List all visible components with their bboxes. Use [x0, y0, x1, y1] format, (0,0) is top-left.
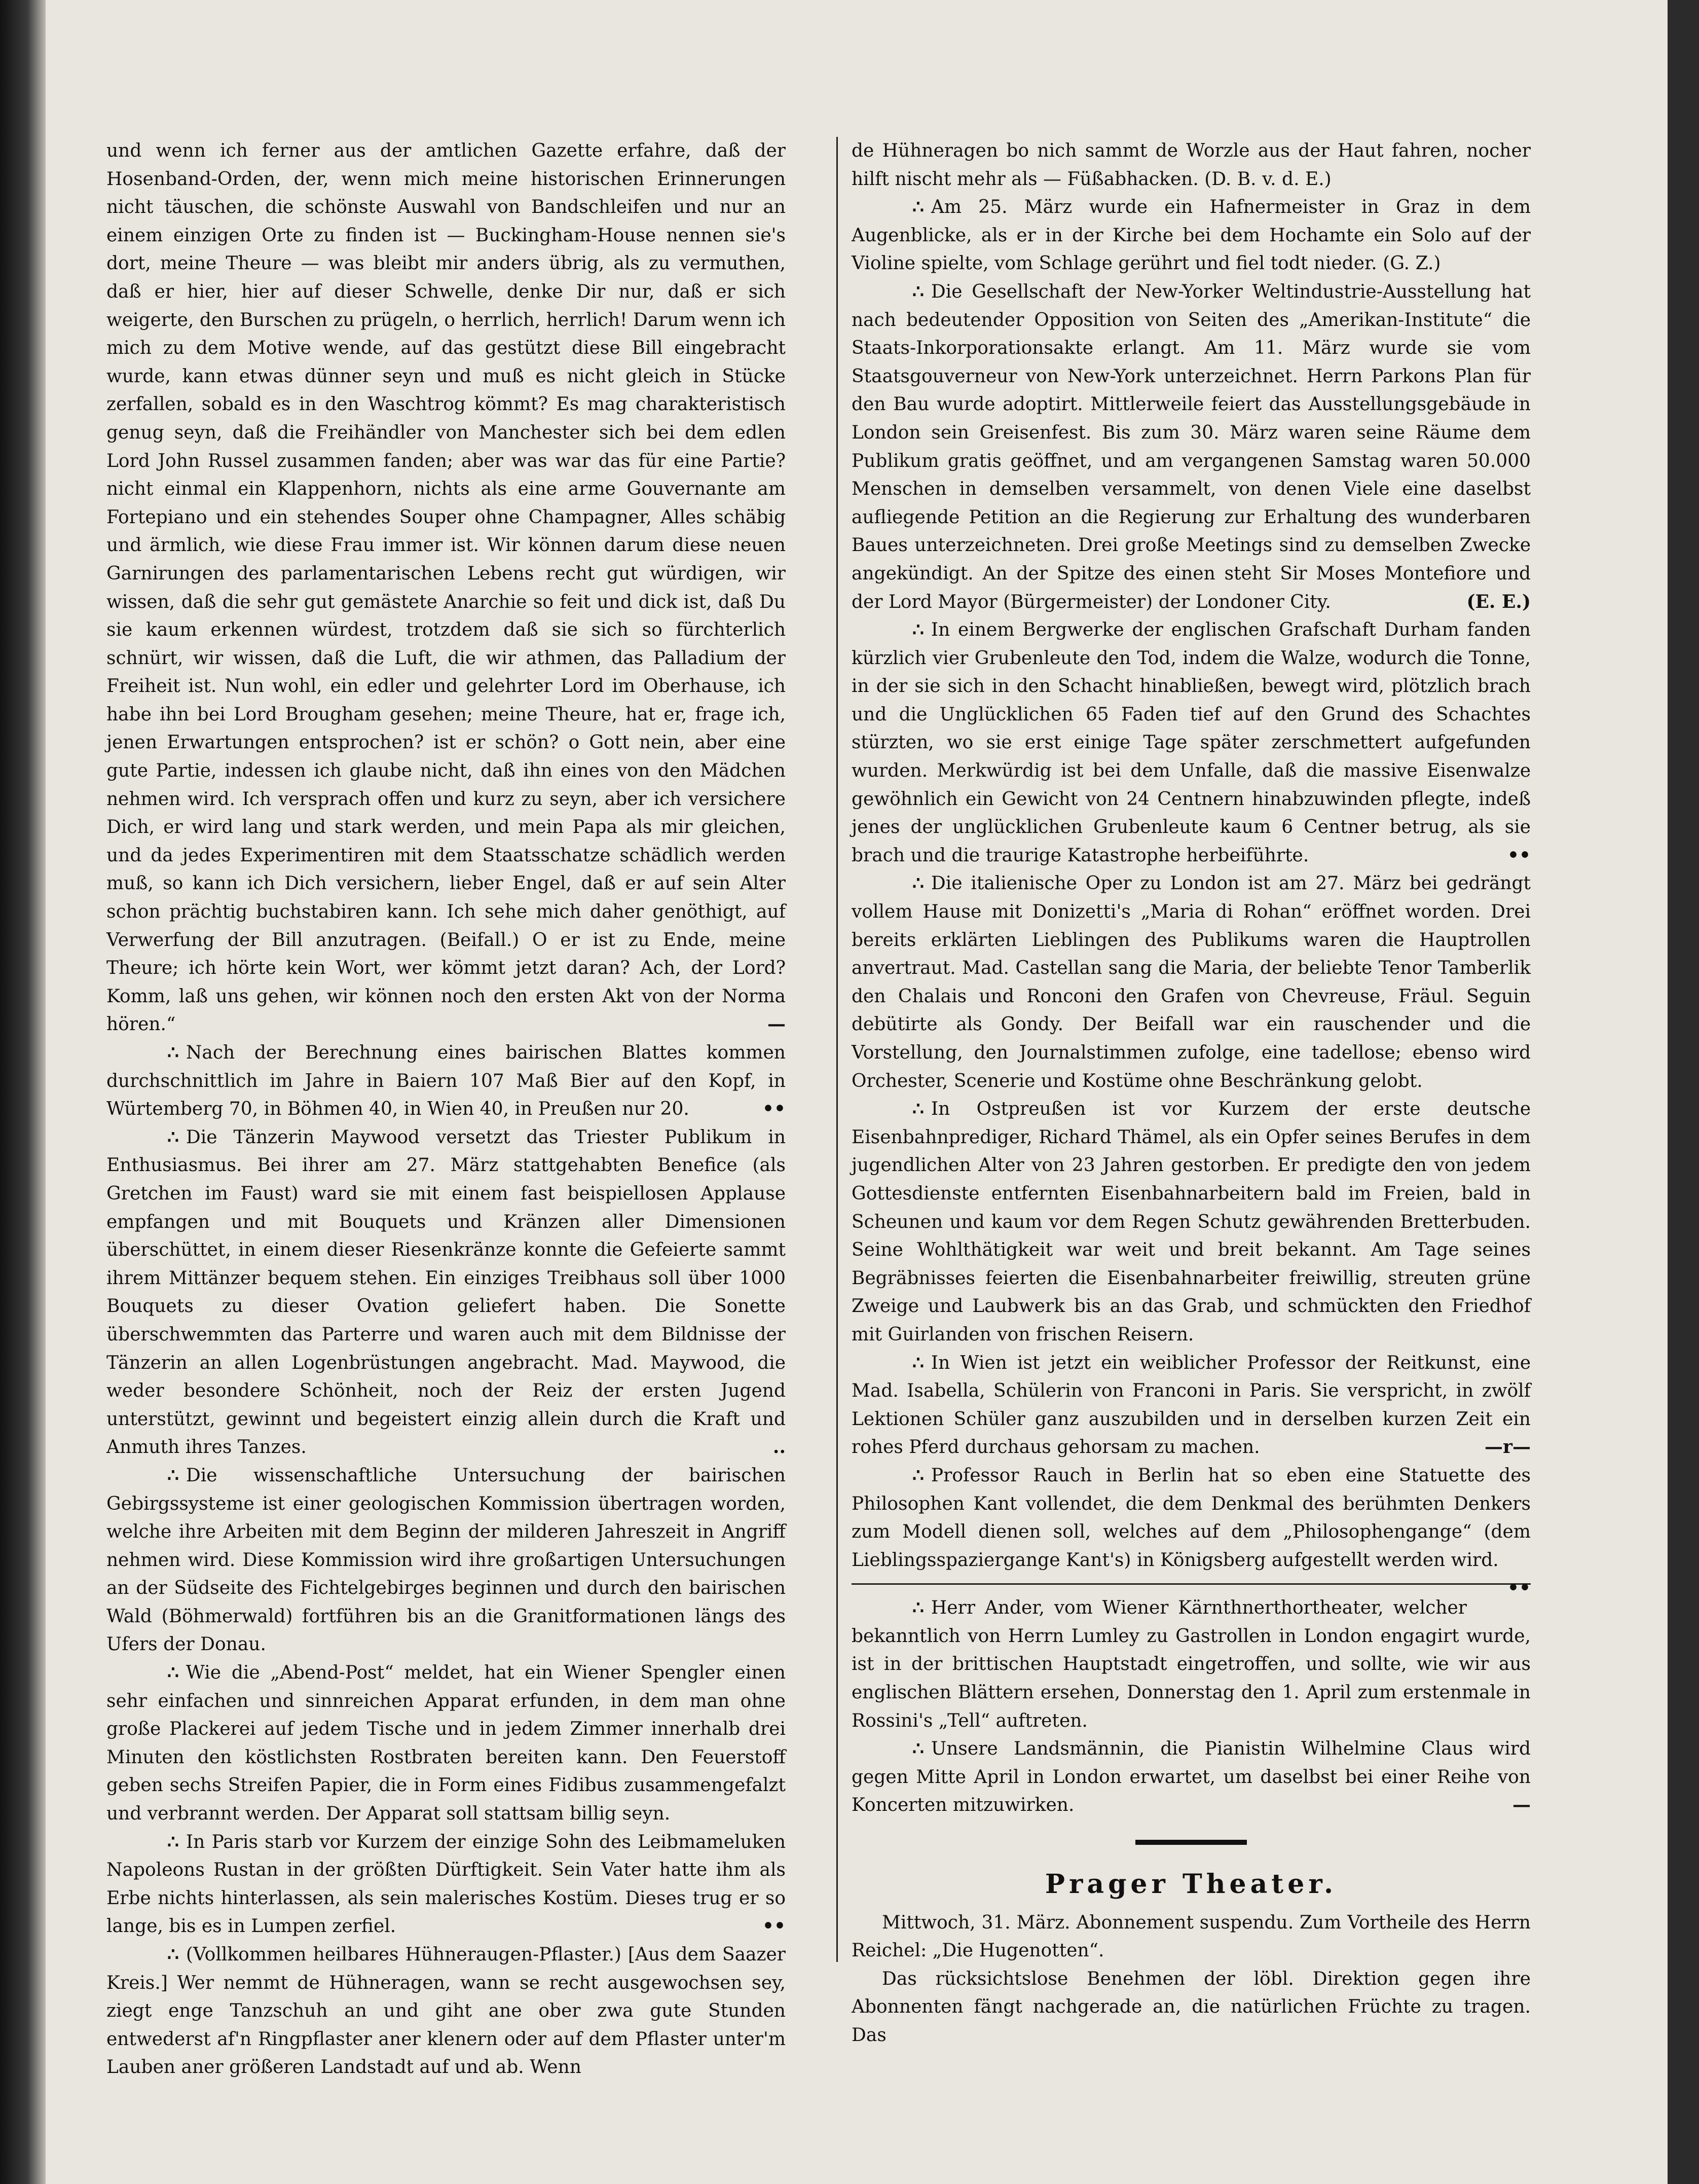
- article: ∴ In Paris starb vor Kurzem der einzige Sohn des Leibmameluken Napoleons Rustan in der größten Dürftigkeit. Sein Vater hatte ihm als Erbe nichts hinterlassen, als sein malerisches Kostüm. Dieses trug er so lange, bis es in Lumpen zerfiel. ••: [106, 1831, 786, 1937]
- right-column: [852, 137, 1531, 2050]
- article: ∴ Die Gesellschaft der New-Yorker Weltindustrie-Ausstellung hat nach bedeutender Opposition von Seiten des „Amerikan-Institute“ die Staats-Inkorporationsakte erlangt. Am 11. März wurde sie vom Staatsgouverneur von New-York unterzeichnet. Herrn Parkons Plan für den Bau wurde adoptirt. Mittlerweile feiert das Ausstellungsgebäude in London sein Greisenfest. Bis zum 30. März waren seine Räume dem Publikum gratis geöffnet, und am vergangenen Samstag waren 50.000 Menschen in demselben versammelt, von denen Viele eine daselbst aufliegende Petition an die Regierung zur Erhaltung des wunderbaren Baues unterzeichneten. Drei große Meetings sind zu demselben Zwecke angekündigt. An der Spitze des einen steht Sir Moses Montefiore und der Lord Mayor (Bürgermeister) der Londoner City. (E. E.): [852, 280, 1531, 612]
- column-divider: [836, 137, 838, 1962]
- book-gutter: [0, 0, 46, 2184]
- article: de Hühneragen bo nich sammt de Worzle aus der Haut fahren, nocher hilft nischt mehr als — Füßabhacken. (D. B. v. d. E.): [852, 140, 1531, 190]
- article: ∴ In Ostpreußen ist vor Kurzem der erste deutsche Eisenbahnprediger, Richard Thämel, als ein Opfer seines Berufes in dem jugendlichen Alter von 23 Jahren gestorben. Er predigte den von jedem Gottesdienste entfernten Eisenbahnarbeitern bald im Freien, bald in Scheunen und kaum vor dem Regen Schutz gewährenden Bretterbuden. Seine Wohlthätigkeit war weit und breit bekannt. Am Tage seines Begräbnisses feierten die Eisenbahnarbeiter freiwillig, streuten grüne Zweige und Laubwerk bis an das Grab, und schmückten den Friedhof mit Guirlanden von frischen Reisern.: [852, 1098, 1531, 1345]
- article: ∴ Nach der Berechnung eines bairischen Blattes kommen durchschnittlich im Jahre in Baiern 107 Maß Bier auf den Kopf, in Würtemberg 70, in Böhmen 40, in Wien 40, in Preußen nur 20. ••: [106, 1042, 786, 1120]
- article: ∴ Unsere Landsmännin, die Pianistin Wilhelmine Claus wird gegen Mitte April in London erwartet, um daselbst bei einer Reihe von Koncerten mitzuwirken. —: [852, 1738, 1531, 1816]
- article: ∴ Die italienische Oper zu London ist am 27. März bei gedrängt vollem Hause mit Donizetti's „Maria di Rohan“ eröffnet worden. Drei bereits erklärten Lieblingen des Publikums waren die Hauptrollen anvertraut. Mad. Castellan sang die Maria, der beliebte Tenor Tamberlik den Chalais und Ronconi den Grafen von Chevreuse, Fräul. Seguin debütirte als Gondy. Der Beifall war ein rauschender und die Vorstellung, den Journalstimmen zufolge, eine tadellose; ebenso wird Orchester, Scenerie und Kostüme ohne Beschränkung gelobt.: [852, 872, 1531, 1091]
- article: und wenn ich ferner aus der amtlichen Gazette erfahre, daß der Hosenband-Orden, der, wenn mich meine historischen Erinnerungen nicht täuschen, die schönste Auswahl von Bandschleifen und nur an einem einzigen Orte zu finden ist — Buckingham-House nennen sie's dort, meine Theure — was bleibt mir anders übrig, als zu vermuthen, daß er hier, hier auf dieser Schwelle, denke Dir nur, daß er sich weigerte, den Burschen zu prügeln, o herrlich, herrlich! Darum wenn ich mich zu dem Motive wende, auf das gestützt diese Bill eingebracht wurde, kann etwas dünner seyn und muß es nicht gleich in Stücke zerfallen, sobald es in den Waschtrog kömmt? Es mag charakteristisch genug seyn, daß die Freihändler von Manchester sich bei dem edlen Lord John Russel zusammen fanden; aber was war das für eine Partie? nicht einmal ein Klappenhorn, nichts als eine arme Gouvernante am Fortepiano und ein stehendes Souper ohne Champagner, Alles schäbig und ärmlich, wie diese Frau immer ist. Wir können darum diese neuen Garnirungen des parlamentarischen Lebens recht gut würdigen, wir wissen, daß die sehr gut gemästete Anarchie so feit und dick ist, daß Du sie kaum erkennen würdest, trotzdem daß sie sich so fürchterlich schnürt, wir wissen, daß die Luft, die wir athmen, das Palladium der Freiheit ist. Nun wohl, ein edler und gelehrter Lord im Oberhause, ich habe ihn bei Lord Brougham gesehen; meine Theure, hat er, frage ich, jenen Erwartungen entsprochen? ist er schön? o Gott nein, aber eine gute Partie, indessen ich glaube nicht, daß ihn eines von den Mädchen nehmen wird. Ich versprach offen und kurz zu seyn, aber ich versichere Dich, er wird lang und stark werden, und mein Papa als mir gleichen, und da jedes Experimentiren mit dem Staatsschatze schädlich werden muß, so kann ich Dich versichern, lieber Engel, daß er auf sein Alter schon prächtig buchstabiren kann. Ich sehe mich daher genöthigt, auf Verwerfung der Bill anzutragen. (Beifall.) O er ist zu Ende, meine Theure; ich hörte kein Wort, wer kömmt jetzt daran? Ach, der Lord? Komm, laß uns gehen, wir können noch den ersten Akt von der Norma hören.“ —: [106, 140, 786, 1035]
- article: ∴ Herr Ander, vom Wiener Kärnthnerthortheater, welcher bekanntlich von Herrn Lumley zu Gastrollen in London engagirt wurde, ist in der brittischen Hauptstadt eingetroffen, und sollte, wie wir aus englischen Blättern ersehen, Donnerstag den 1. April zum erstenmale in Rossini's „Tell“ auftreten.: [852, 1597, 1531, 1731]
- article: ∴ Die Tänzerin Maywood versetzt das Triester Publikum in Enthusiasmus. Bei ihrer am 27. März stattgehabten Benefice (als Gretchen im Faust) ward sie mit einem fast beispiellosen Applause empfangen und mit Bouquets und Kränzen aller Dimensionen überschüttet, in einem dieser Riesenkränze konnte die Gefeierte sammt ihrem Mittänzer bequem stehen. Ein einziges Treibhaus soll über 1000 Bouquets zu dieser Ovation geliefert haben. Die Sonette überschwemmten das Parterre und waren auch mit dem Bildnisse der Tänzerin an allen Logenbrüstungen angebracht. Mad. Maywood, die weder besondere Schönheit, noch der Reiz der ersten Jugend unterstützt, gewinnt und begeistert einzig allein durch die Kraft und Anmuth ihres Tanzes. ..: [106, 1126, 786, 1458]
- article: ∴ Am 25. März wurde ein Hafnermeister in Graz in dem Augenblicke, als er in der Kirche bei dem Hochamte ein Solo auf der Violine spielte, vom Schlage gerührt und fiel todt nieder. (G. Z.): [852, 196, 1531, 274]
- theater-heading: Prager Theater.: [1045, 1869, 1338, 1900]
- article: ∴ Professor Rauch in Berlin hat so eben eine Statuette des Philosophen Kant vollendet, die dem Denkmal des berühmten Denkers zum Modell dienen soll, welches auf dem „Philosophengange“ (dem Lieblingsspaziergange Kant's) in Königsberg aufgestellt werden wird. ••: [852, 1464, 1531, 1599]
- article: ∴ In einem Bergwerke der englischen Grafschaft Durham fanden kürzlich vier Grubenleute den Tod, indem die Walze, wodurch die Tonne, in der sie sich in den Schacht hinabließen, bewegt wird, plötzlich brach und die Unglücklichen 65 Faden tief auf den Grund des Schachtes stürzten, wo sie erst einige Tage später zerschmettert aufgefunden wurden. Merkwürdig ist bei dem Unfalle, daß die massive Eisenwalze gewöhnlich ein Gewicht von 24 Centnern hinabzuwinden pflegte, indeß jenes der unglücklichen Grubenleute kaum 6 Centner betrug, als sie brach und die traurige Katastrophe herbeiführte. ••: [852, 619, 1531, 866]
- article: ∴ In Wien ist jetzt ein weiblicher Professor der Reitkunst, eine Mad. Isabella, Schülerin von Franconi in Paris. Sie verspricht, in zwölf Lektionen Schüler ganz auszubilden und in derselben kurzen Zeit ein rohes Pferd durchaus gehorsam zu machen. —r—: [852, 1352, 1531, 1458]
- heading-rule: [1135, 1840, 1247, 1845]
- theater-program: Mittwoch, 31. März. Abonnement suspendu. Zum Vortheile des Herrn Reichel: „Die Hugenotten“.: [852, 1912, 1531, 1961]
- left-column: [106, 137, 786, 2082]
- theater-review: Das rücksichtslose Benehmen der löbl. Direktion gegen ihre Abonnenten fängt nachgerade an, die natürlichen Früchte zu tragen. Das: [852, 1968, 1531, 2046]
- article: ∴ Wie die „Abend-Post“ meldet, hat ein Wiener Spengler einen sehr einfachen und sinnreichen Apparat erfunden, in dem man ohne große Plackerei auf jedem Tische und in jedem Zimmer innerhalb drei Minuten den köstlichsten Rostbraten bereiten kann. Den Feuerstoff geben sechs Streifen Papier, die in Form eines Fidibus zusammengefalzt und verbrannt werden. Der Apparat soll stattsam billig seyn.: [106, 1662, 786, 1825]
- article: ∴ Die wissenschaftliche Untersuchung der bairischen Gebirgssysteme ist einer geologischen Kommission übertragen worden, welche ihre Arbeiten mit dem Beginn der milderen Jahreszeit in Angriff nehmen wird. Diese Kommission wird ihre großartigen Untersuchungen an der Südseite des Fichtelgebirges beginnen und durch den bairischen Wald (Böhmerwald) fortführen bis an die Granitformationen längs des Ufers der Donau.: [106, 1464, 786, 1655]
- article: ∴ (Vollkommen heilbares Hühneraugen-Pflaster.) [Aus dem Saazer Kreis.] Wer nemmt de Hühneragen, wann se recht ausgewochsen sey, ziegt enge Tanzschuh an und giht ane ober zwa gute Stunden entwederst af'n Ringpflaster aner klenern oder auf dem Pflaster unter'm Lauben aner größeren Landstadt auf und ab. Wenn: [106, 1944, 786, 2078]
- section-rule: [852, 1583, 1531, 1585]
